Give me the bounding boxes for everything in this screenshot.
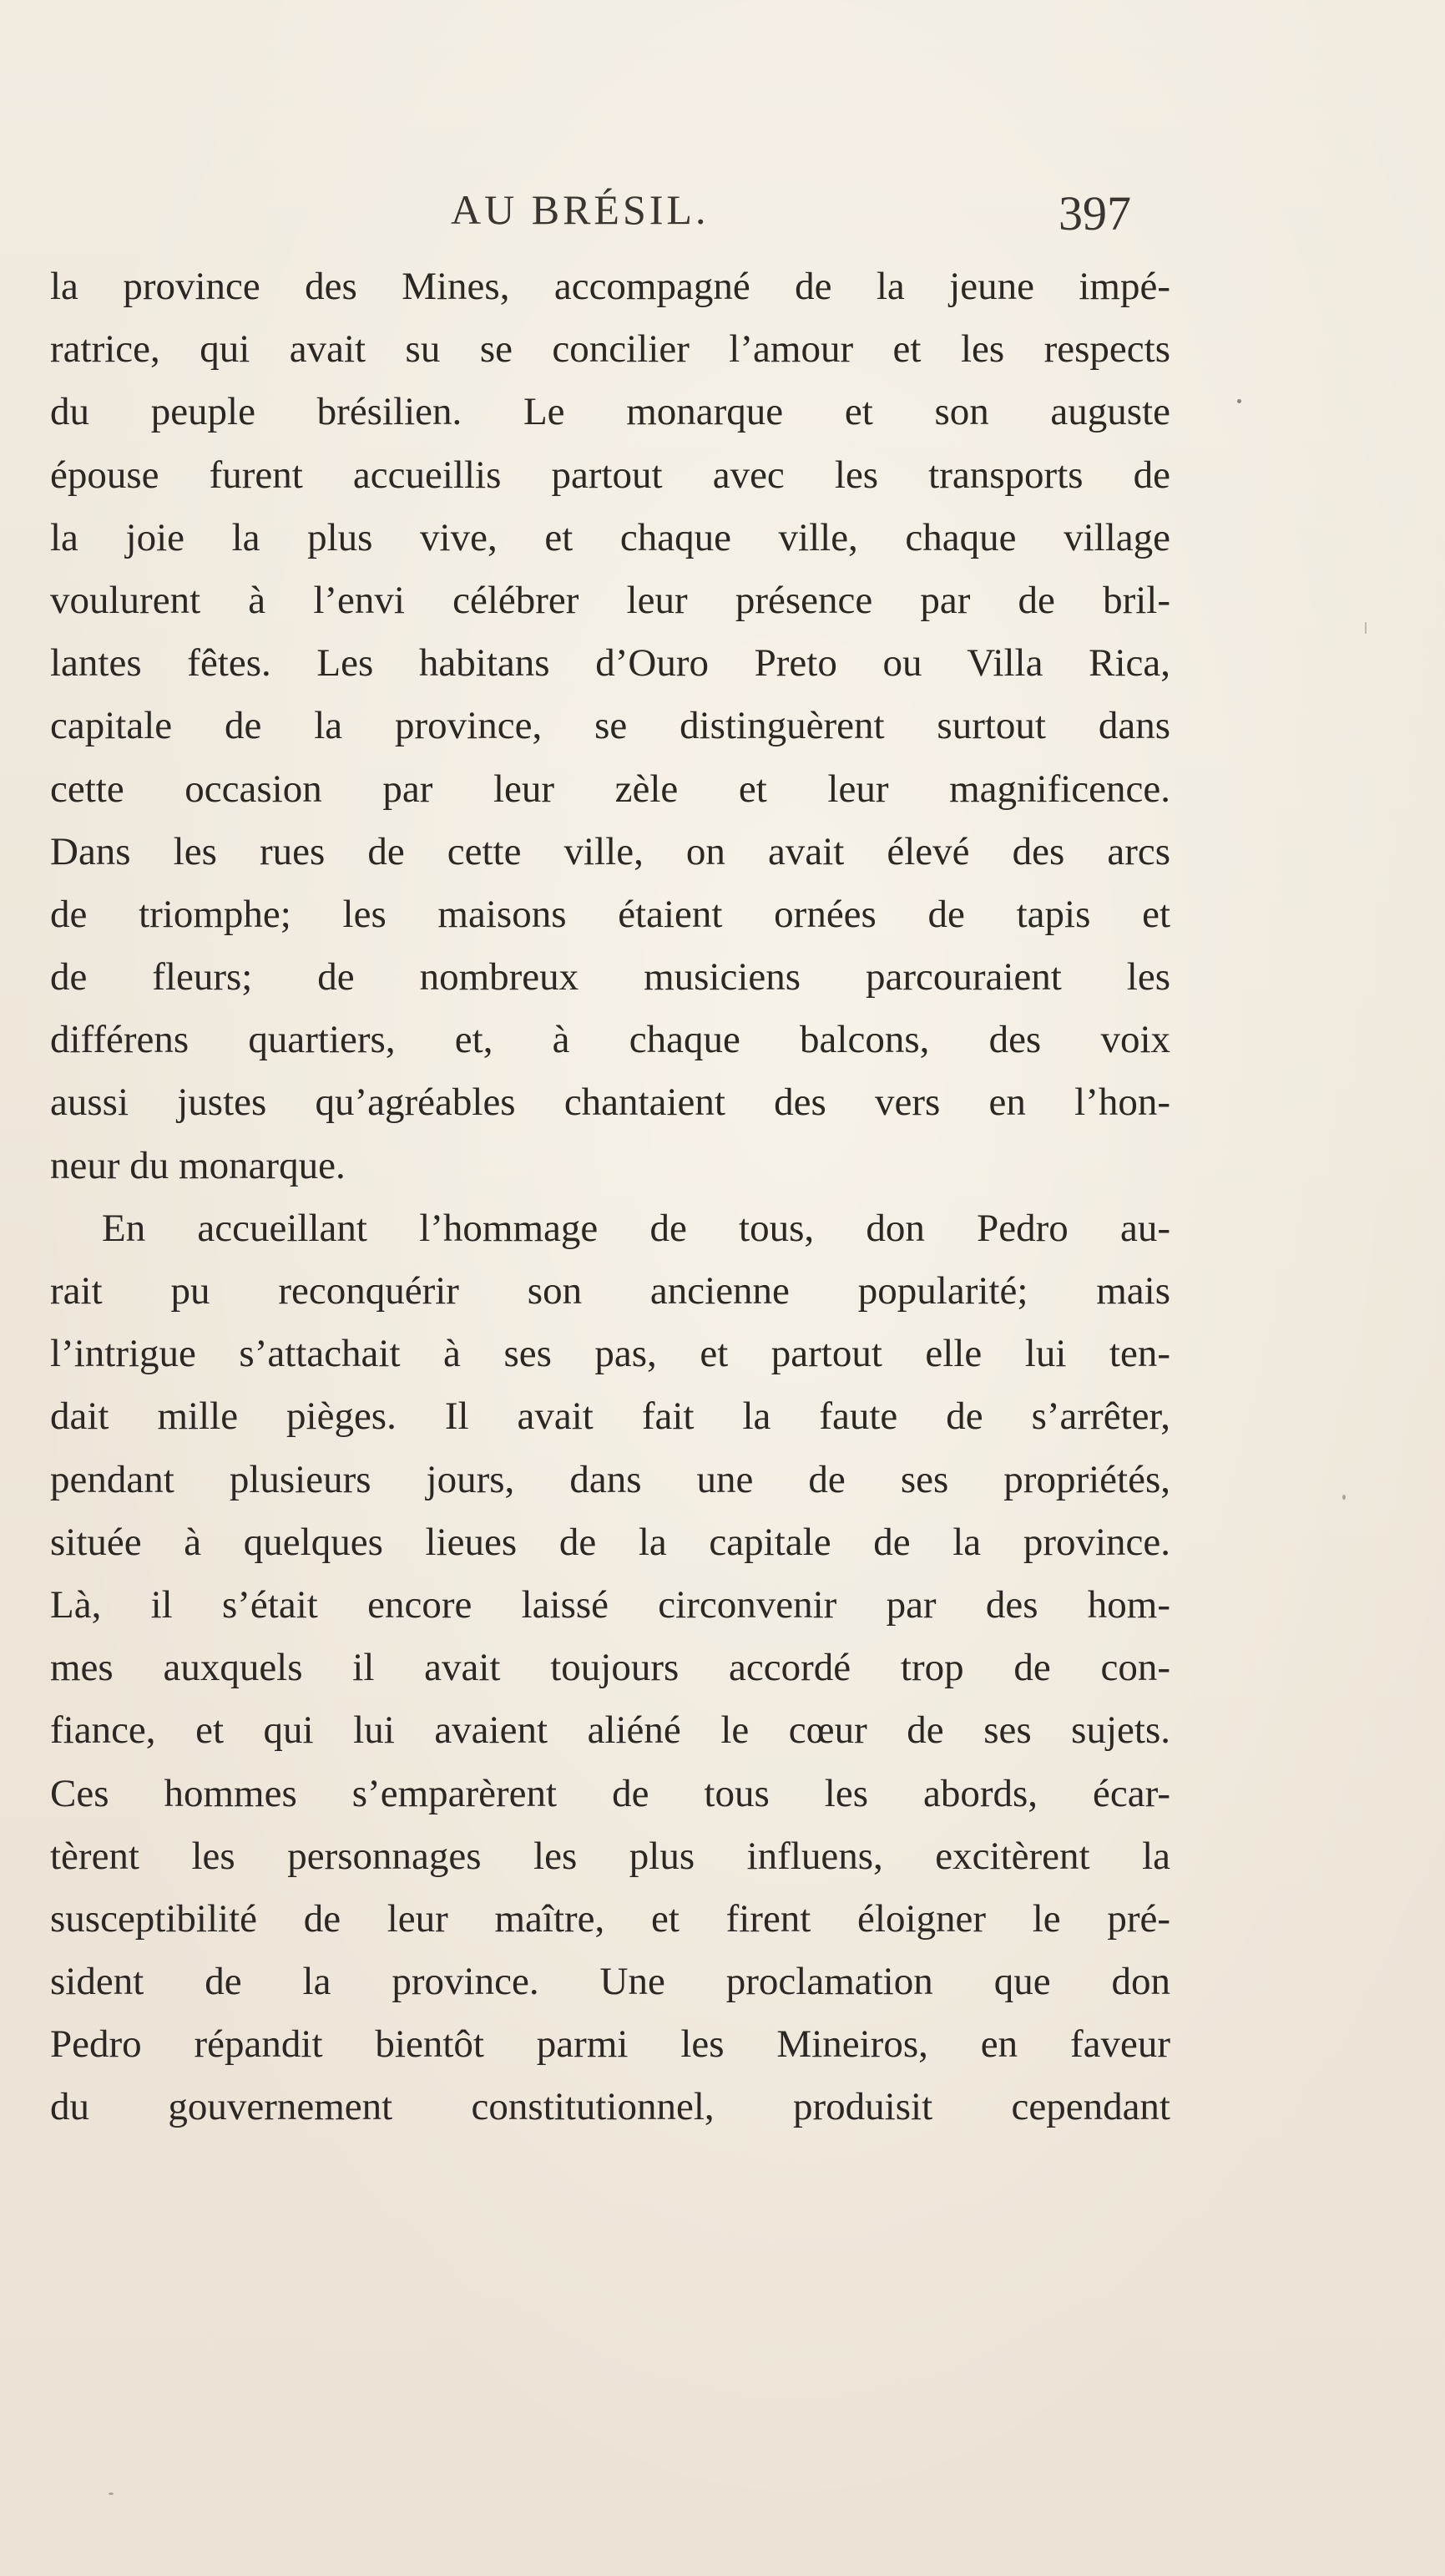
text-line: aussi justes qu’agréables chantaient des vers en l’hon- (50, 1081, 1170, 1125)
text-line: Dans les rues de cette ville, on avait élevé des arcs (50, 829, 1170, 873)
text-line: susceptibilité de leur maître, et firent éloigner le pré- (50, 1896, 1170, 1941)
text-line: du gouvernement constitutionnel, produisit cependant (50, 2085, 1170, 2129)
text-line: la joie la plus vive, et chaque ville, chaque village (50, 515, 1170, 559)
text-line: dait mille pièges. Il avait fait la faute de s’arrêter, (50, 1394, 1170, 1439)
text-line: différens quartiers, et, à chaque balcons, des voix (50, 1018, 1170, 1062)
text-line: mes auxquels il avait toujours accordé trop de con- (50, 1646, 1170, 1690)
text-line: lantes fêtes. Les habitans d’Ouro Preto ou Villa Rica, (50, 641, 1170, 686)
text-line: voulurent à l’envi célébrer leur présence par de bril- (50, 578, 1170, 622)
paragraph-end-line: neur du monarque. (50, 1143, 346, 1187)
paper-speck (1237, 399, 1241, 403)
text-line: ratrice, qui avait su se concilier l’amour et les respects (50, 327, 1170, 372)
page-header (0, 185, 1445, 244)
text-line: de triomphe; les maisons étaient ornées de tapis et (50, 892, 1170, 936)
text-line: située à quelques lieues de la capitale de la province. (50, 1520, 1170, 1564)
paper-speck (1342, 1495, 1346, 1500)
text-line: pendant plusieurs jours, dans une de ses propriétés, (50, 1457, 1170, 1501)
text-line: sident de la province. Une proclamation que don (50, 1960, 1170, 2004)
page-number: 397 (1058, 186, 1131, 240)
paper-speck (109, 2492, 114, 2495)
text-line: cette occasion par leur zèle et leur magnificence. (50, 767, 1170, 811)
text-line: du peuple brésilien. Le monarque et son auguste (50, 390, 1170, 434)
text-line: capitale de la province, se distinguèrent surtout dans (50, 704, 1170, 748)
text-line: l’intrigue s’attachait à ses pas, et partout elle lui ten- (50, 1332, 1170, 1376)
text-line: fiance, et qui lui avaient aliéné le cœur de ses sujets. (50, 1708, 1170, 1753)
text-line: Pedro répandit bientôt parmi les Mineiros, en faveur (50, 2022, 1170, 2067)
body-text (50, 256, 1170, 2139)
paragraph-start-line: En accueillant l’hommage de tous, don Pedro au- (102, 1206, 1170, 1250)
text-line: la province des Mines, accompagné de la jeune impé- (50, 265, 1170, 308)
paper-speck (1365, 622, 1367, 634)
running-head: AU BRÉSIL. (451, 186, 710, 233)
text-line: Ces hommes s’emparèrent de tous les abords, écar- (50, 1771, 1170, 1815)
text-line: tèrent les personnages les plus influens, excitèrent la (50, 1834, 1170, 1878)
text-line: Là, il s’était encore laissé circonvenir par des hom- (50, 1582, 1170, 1627)
text-line: rait pu reconquérir son ancienne popularité; mais (50, 1269, 1170, 1313)
text-line: de fleurs; de nombreux musiciens parcouraient les (50, 955, 1170, 1000)
text-line: épouse furent accueillis partout avec les transports de (50, 453, 1170, 497)
